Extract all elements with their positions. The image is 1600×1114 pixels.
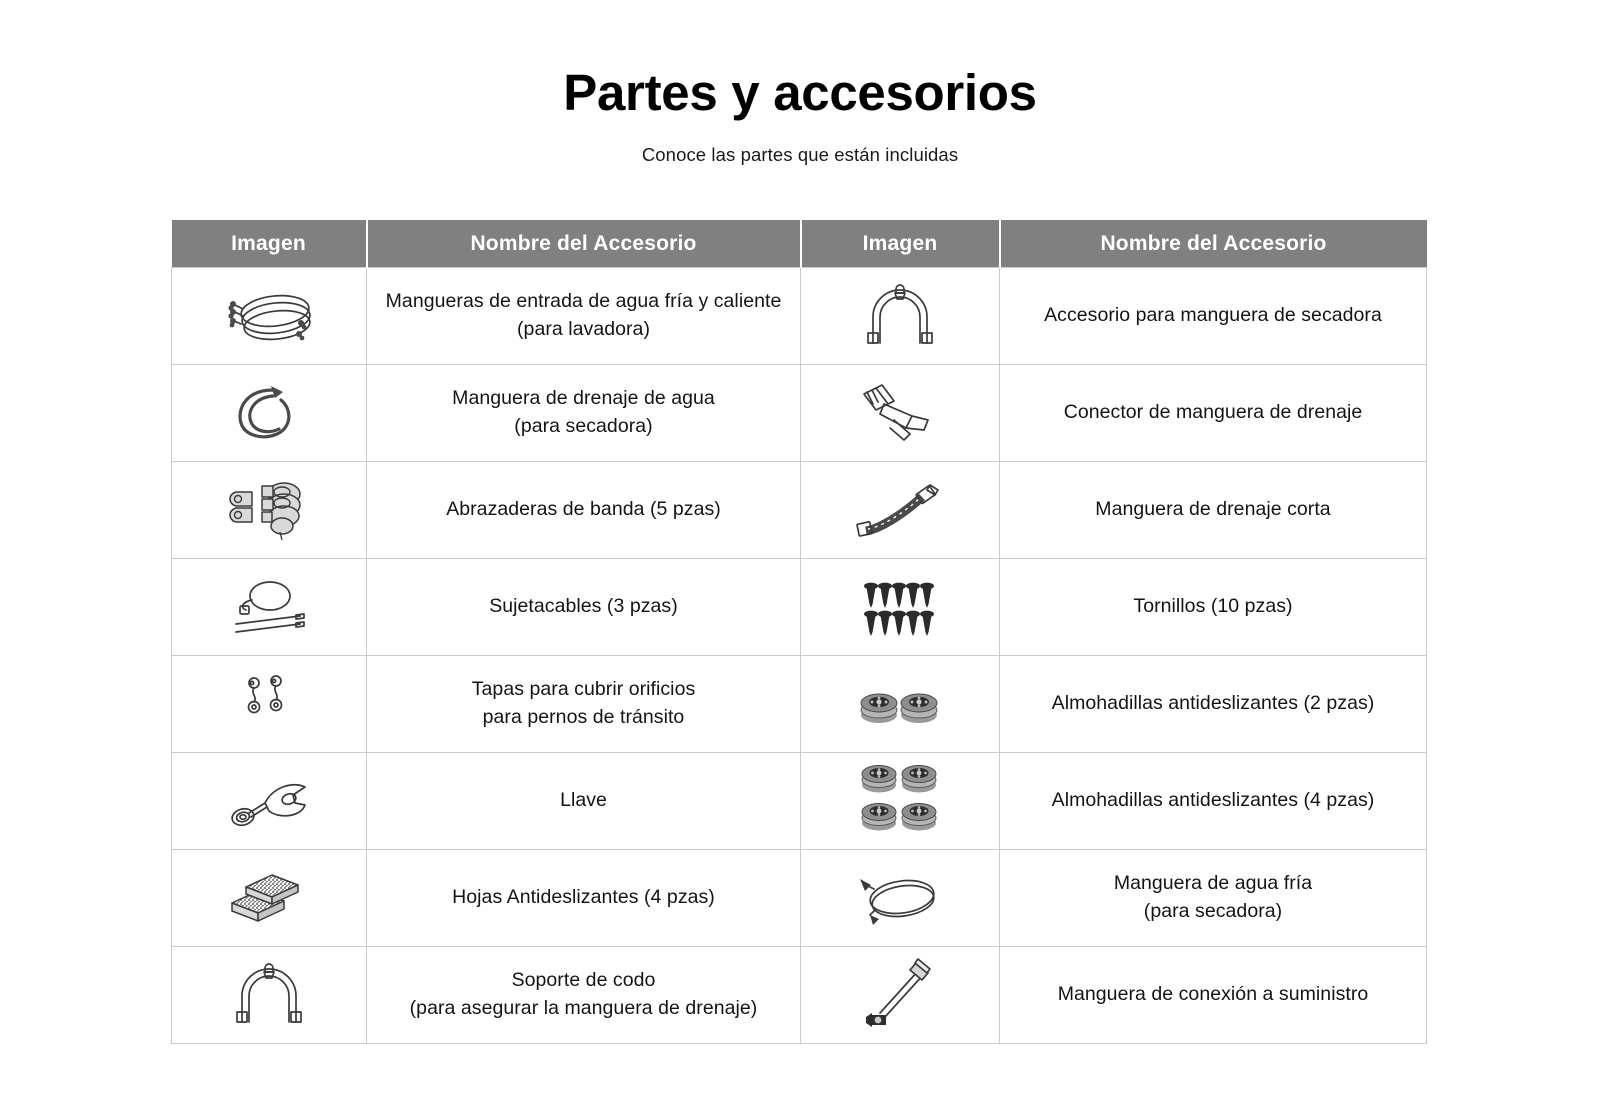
accessory-name-line1: Almohadillas antideslizantes (4 pzas) [1051, 789, 1375, 812]
hole-caps-icon [214, 667, 324, 741]
page-heading [0, 0, 1600, 166]
antislip-pads-2-icon [845, 667, 955, 741]
accessory-image-cell-left [172, 947, 367, 1044]
antislip-pads-4-icon [845, 760, 955, 834]
supply-connection-hose-icon [845, 955, 955, 1029]
accessory-name-line1: Manguera de drenaje corta [1095, 498, 1331, 521]
page-title: Partes y accesorios [563, 64, 1037, 121]
page-subtitle: Conoce las partes que están incluidas [641, 143, 959, 165]
accessory-name-line2: para pernos de tránsito [482, 706, 685, 728]
accessory-name-cell-left [367, 365, 801, 462]
accessory-image-cell-right [801, 656, 1000, 753]
accessory-name-cell-right [1000, 753, 1427, 850]
column-header-name-left: Nombre del Accesorio [367, 220, 801, 268]
parts-table-body [172, 268, 1427, 1044]
drain-hose-loop-icon [214, 375, 324, 449]
accessory-image-cell-left [172, 365, 367, 462]
accessory-name-cell-right [1000, 365, 1427, 462]
accessory-name-cell-left [367, 268, 801, 365]
accessory-name-line1: Mangueras de entrada de agua fría y caliente [385, 290, 782, 313]
accessory-name-cell-right [1000, 850, 1427, 947]
accessory-name-line1: Tapas para cubrir orificios [471, 678, 696, 701]
table-row [172, 656, 1427, 753]
accessory-name-line2: (para secadora) [514, 415, 653, 437]
accessory-name-cell-left [367, 559, 801, 656]
accessory-name-line1: Manguera de drenaje de agua [452, 387, 715, 410]
accessory-image-cell-left [172, 850, 367, 947]
screws-icon [845, 570, 955, 644]
hose-connector-icon [845, 376, 955, 450]
table-row [172, 753, 1427, 850]
accessory-name-cell-left [367, 656, 801, 753]
cold-water-hose-icon [845, 861, 955, 935]
accessory-name-line2: (para lavadora) [517, 318, 650, 340]
coiled-inlet-hoses-icon [214, 278, 324, 352]
accessory-name-line2: (para secadora) [1143, 900, 1283, 922]
table-row [172, 947, 1427, 1044]
parts-table-header [172, 220, 1427, 268]
accessory-name-line1: Abrazaderas de banda (5 pzas) [446, 498, 721, 521]
accessory-image-cell-left [172, 559, 367, 656]
accessory-name-cell-left [367, 947, 801, 1044]
accessory-name-line1: Accesorio para manguera de secadora [1044, 304, 1382, 327]
table-row [172, 365, 1427, 462]
accessory-image-cell-right [801, 947, 1000, 1044]
accessory-image-cell-right [801, 753, 1000, 850]
accessory-name-cell-right [1000, 268, 1427, 365]
elbow-support-icon [214, 958, 324, 1032]
parts-table [171, 220, 1427, 1044]
accessory-name-cell-left [367, 462, 801, 559]
table-row [172, 850, 1427, 947]
column-header-image-right: Imagen [801, 220, 1000, 268]
cable-ties-icon [214, 570, 324, 644]
table-row [172, 462, 1427, 559]
table-row [172, 559, 1427, 656]
table-row [172, 268, 1427, 365]
accessory-image-cell-left [172, 753, 367, 850]
accessory-name-line2: (para asegurar la manguera de drenaje) [409, 997, 758, 1019]
accessory-name-line1: Hojas Antideslizantes (4 pzas) [452, 886, 715, 909]
accessory-name-line1: Manguera de agua fría [1113, 872, 1313, 895]
accessory-image-cell-right [801, 462, 1000, 559]
accessory-name-line1: Almohadillas antideslizantes (2 pzas) [1051, 692, 1375, 715]
accessory-image-cell-right [801, 268, 1000, 365]
parts-table-container [171, 220, 1426, 1044]
accessory-name-line1: Tornillos (10 pzas) [1133, 595, 1293, 618]
accessory-image-cell-left [172, 656, 367, 753]
wrench-icon [214, 764, 324, 838]
accessory-image-cell-left [172, 462, 367, 559]
accessory-name-line1: Llave [560, 789, 607, 812]
accessory-name-cell-left [367, 850, 801, 947]
column-header-name-right: Nombre del Accesorio [1000, 220, 1427, 268]
accessory-name-cell-left [367, 753, 801, 850]
table-header-row [172, 220, 1427, 268]
band-clamps-icon [214, 472, 324, 546]
accessory-image-cell-right [801, 559, 1000, 656]
accessory-image-cell-right [801, 365, 1000, 462]
column-header-image-left: Imagen [172, 220, 367, 268]
accessory-name-line1: Sujetacables (3 pzas) [489, 595, 678, 618]
arch-bracket-icon [845, 279, 955, 353]
accessory-name-cell-right [1000, 947, 1427, 1044]
antislip-sheets-icon [214, 860, 324, 934]
accessory-name-line1: Manguera de conexión a suministro [1057, 983, 1369, 1006]
accessory-name-cell-right [1000, 559, 1427, 656]
accessory-name-cell-right [1000, 462, 1427, 559]
accessory-image-cell-right [801, 850, 1000, 947]
accessory-name-cell-right [1000, 656, 1427, 753]
accessory-image-cell-left [172, 268, 367, 365]
accessory-name-line1: Conector de manguera de drenaje [1063, 401, 1363, 424]
short-drain-hose-icon [845, 473, 955, 547]
accessory-name-line1: Soporte de codo [511, 969, 656, 992]
